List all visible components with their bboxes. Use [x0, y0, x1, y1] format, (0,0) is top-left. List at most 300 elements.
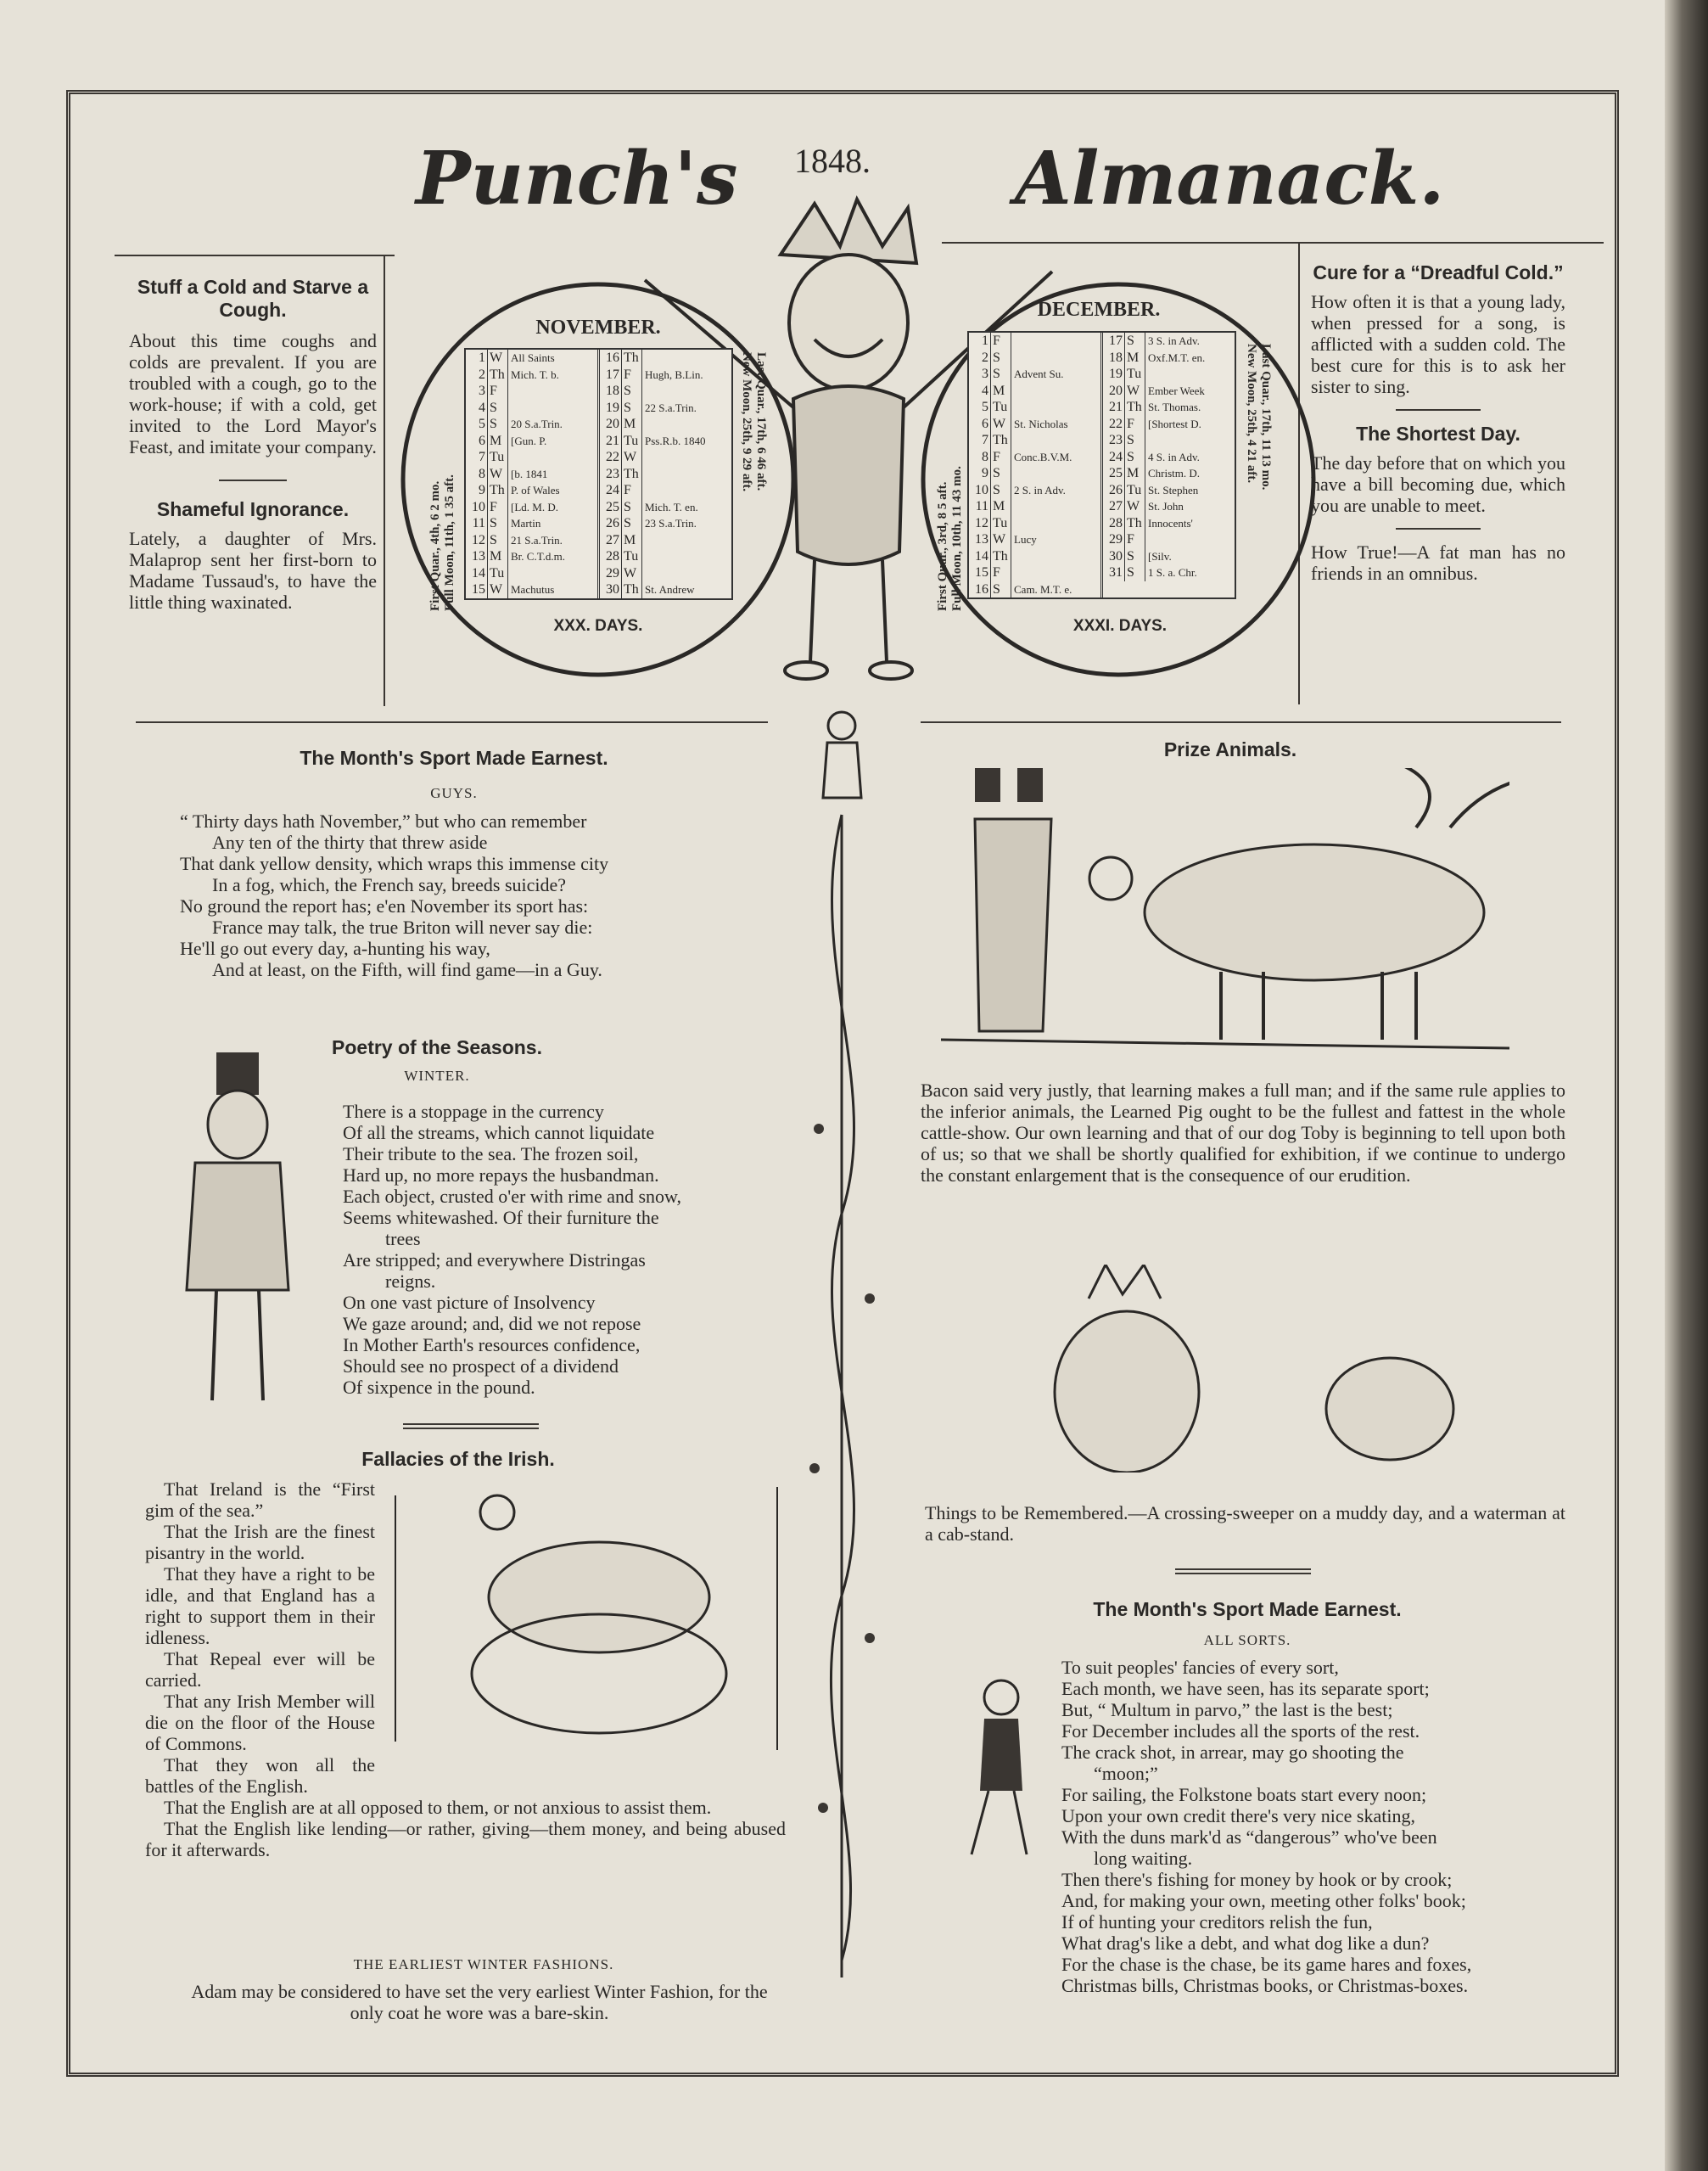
calendar-day-row: [969, 449, 1100, 466]
calendar-day-row: [466, 350, 597, 367]
calendar-day-row: [600, 548, 731, 565]
weekday: Th: [622, 581, 642, 598]
day-note: [1145, 531, 1235, 548]
weekday: M: [622, 532, 642, 549]
paragraph-shortest-day: The day before that on which you have a bill becoming due, which you are unable to meet.: [1311, 452, 1565, 516]
heading-cure-for-cold: Cure for a “Dreadful Cold.”: [1313, 261, 1564, 283]
day-number: 12: [466, 532, 488, 549]
paragraph-prize-animals: Bacon said very justly, that learning makes a full man; and if the same rule applies to the inferior animals, the Learned Pig ought to be the fullest and fattest in the whole cattle-show. Our own learning and that of our dog Toby is beginning to tell upon both of us; so that we shall be shortly qualified for exhibition, if we continue to undergo the constant enlargement that is the consequence of our erudition.: [921, 1080, 1565, 1186]
calendar-day-row: [466, 532, 597, 549]
weekday: Tu: [488, 565, 508, 582]
weekday: S: [488, 400, 508, 417]
day-note: Mich. T. b.: [511, 367, 559, 381]
heading-stuff-a-cold: Stuff a Cold and Starve a Cough.: [137, 276, 369, 321]
weekday: Th: [1125, 399, 1145, 416]
calendar-day-row: [466, 449, 597, 466]
weekday: Th: [991, 548, 1011, 565]
poem-line: In Mother Earth's resources confidence,: [343, 1334, 641, 1355]
weekday: Tu: [1125, 482, 1145, 499]
weekday: S: [488, 416, 508, 433]
day-note: [b. 1841: [511, 467, 548, 480]
poem-line: And, for making your own, meeting other folks' book;: [1061, 1890, 1466, 1911]
december-moon-phases-left: [936, 466, 965, 611]
day-number: 22: [600, 449, 622, 466]
calendar-day-row: [969, 416, 1100, 433]
weekday: S: [1125, 449, 1145, 466]
day-note: [508, 400, 597, 417]
fallacy-item: That they have a right to be idle, and that England has a right to support them in their idleness.: [145, 1563, 375, 1648]
weekday: S: [1125, 333, 1145, 350]
poem-line: Of all the streams, which cannot liquidate: [343, 1122, 655, 1143]
day-note: 1 S. a. Chr.: [1148, 566, 1197, 579]
calendar-day-row: [1103, 383, 1235, 400]
day-number: 4: [969, 383, 991, 400]
day-number: 13: [969, 531, 991, 548]
moon-note: First Quar., 3rd, 8 5 aft.: [936, 481, 949, 611]
weekday: Tu: [622, 433, 642, 450]
fallacy-item: That the English like lending—or rather, giving—them money, and being abused for it afterwards.: [145, 1818, 786, 1860]
day-number: 14: [466, 565, 488, 582]
calendar-day-row: [969, 465, 1100, 482]
vine-divider-icon: [789, 704, 899, 2045]
poem-line: France may talk, the true Briton will never say die:: [212, 917, 593, 938]
calendar-day-row: [466, 515, 597, 532]
november-title: NOVEMBER.: [535, 317, 661, 339]
poem-line: Hard up, no more repays the husbandman.: [343, 1164, 659, 1186]
day-note: [1011, 333, 1100, 350]
calendar-day-row: [969, 515, 1100, 532]
weekday: W: [622, 449, 642, 466]
december-moon-phases-right: [1244, 344, 1273, 490]
day-note: Machutus: [511, 583, 555, 596]
moon-note: Full Moon, 11th, 1 35 aft.: [443, 474, 456, 611]
day-note: Pss.R.b. 1840: [645, 434, 706, 447]
subheading-winter: WINTER.: [404, 1068, 470, 1084]
poem-line: That dank yellow density, which wraps this immense city: [180, 853, 609, 874]
poem-line: If of hunting your creditors relish the fun,: [1061, 1911, 1373, 1933]
moon-note: New Moon, 25th, 4 21 aft.: [1245, 344, 1258, 484]
day-note: [1011, 432, 1100, 449]
poem-line: We gaze around; and, did we not repose: [343, 1313, 641, 1334]
poem-line: On one vast picture of Insolvency: [343, 1292, 596, 1313]
weekday: Tu: [991, 399, 1011, 416]
calendar-day-row: [1103, 399, 1235, 416]
day-number: 15: [969, 564, 991, 581]
fallacy-item: That the English are at all opposed to them, or not anxious to assist them.: [164, 1797, 712, 1818]
poem-line: But, “ Multum in parvo,” the last is the best;: [1061, 1699, 1393, 1720]
subheading-all-sorts: ALL SORTS.: [1203, 1632, 1291, 1648]
poem-winter: [343, 1101, 681, 1398]
day-note: Innocents': [1148, 516, 1193, 530]
day-note: [1011, 564, 1100, 581]
weekday: F: [488, 383, 508, 400]
day-number: 15: [466, 581, 488, 598]
calendar-day-row: [466, 383, 597, 400]
poem-line: Their tribute to the sea. The frozen soil,: [343, 1143, 639, 1164]
day-note: [1011, 383, 1100, 400]
day-note: [1145, 432, 1235, 449]
heading-shortest-day: The Shortest Day.: [1356, 423, 1520, 445]
day-number: 20: [600, 416, 622, 433]
calendar-column: [466, 350, 600, 598]
fallacy-item: That Repeal ever will be carried.: [145, 1648, 375, 1691]
weekday: Th: [488, 482, 508, 499]
calendar-day-row: [466, 433, 597, 450]
calendar-day-row: [1103, 465, 1235, 482]
jester-and-pig-illustration-icon: [1038, 1265, 1470, 1473]
weekday: F: [488, 499, 508, 516]
moon-note: First Quar., 4th, 6 2 mo.: [428, 480, 442, 611]
calendar-day-row: [1103, 564, 1235, 581]
day-note: All Saints: [511, 351, 555, 364]
poem-line: trees: [385, 1228, 421, 1249]
day-number: 16: [600, 350, 622, 367]
calendar-day-row: [600, 499, 731, 516]
day-note: [1011, 515, 1100, 532]
paragraph-things-remembered: Things to be Remembered.—A crossing-sweeper on a muddy day, and a waterman at a cab-stand.: [925, 1502, 1565, 1545]
day-number: 6: [969, 416, 991, 433]
calendar-day-row: [466, 367, 597, 384]
calendar-day-row: [600, 400, 731, 417]
day-note: St. Thomas.: [1148, 401, 1201, 413]
day-number: 30: [1103, 548, 1125, 565]
calendar-day-row: [1103, 498, 1235, 515]
weekday: W: [991, 416, 1011, 433]
day-number: 8: [466, 466, 488, 483]
poem-line: In a fog, which, the French say, breeds suicide?: [212, 874, 567, 895]
day-note: [642, 466, 731, 483]
weekday: S: [991, 581, 1011, 598]
calendar-day-row: [1103, 531, 1235, 548]
fallacy-item: That Ireland is the “First gim of the sea.”: [145, 1478, 375, 1521]
calendar-day-row: [600, 515, 731, 532]
day-note: Christm. D.: [1148, 467, 1201, 480]
calendar-day-row: [1103, 333, 1235, 350]
day-number: 21: [600, 433, 622, 450]
calendar-day-row: [466, 400, 597, 417]
day-note: Conc.B.V.M.: [1014, 450, 1072, 463]
day-note: St. John: [1148, 500, 1184, 513]
weekday: S: [1125, 564, 1145, 581]
day-note: St. Stephen: [1148, 483, 1199, 496]
day-number: 27: [600, 532, 622, 549]
irish-pig-illustration-icon: [387, 1478, 786, 1759]
day-note: 20 S.a.Trin.: [511, 418, 563, 430]
day-note: P. of Wales: [511, 484, 560, 496]
weekday: F: [991, 564, 1011, 581]
double-rule: [1175, 1568, 1311, 1574]
day-number: 3: [466, 383, 488, 400]
day-note: Oxf.M.T. en.: [1148, 351, 1206, 364]
calendar-day-row: [1103, 366, 1235, 383]
day-note: [642, 449, 731, 466]
day-number: 30: [600, 581, 622, 598]
november-moon-phases-right: [739, 352, 768, 491]
day-note: 3 S. in Adv.: [1148, 334, 1200, 347]
heading-earliest-winter-fashions: THE EARLIEST WINTER FASHIONS.: [353, 1956, 614, 1972]
day-note: Lucy: [1014, 533, 1037, 546]
poem-line: For December includes all the sports of the rest.: [1061, 1720, 1420, 1742]
day-number: 1: [466, 350, 488, 367]
calendar-day-row: [1103, 482, 1235, 499]
weekday: M: [488, 548, 508, 565]
weekday: S: [991, 366, 1011, 383]
day-number: 29: [600, 565, 622, 582]
calendar-day-row: [969, 383, 1100, 400]
weekday: S: [991, 482, 1011, 499]
weekday: S: [622, 499, 642, 516]
weekday: M: [1125, 465, 1145, 482]
december-days-count: XXXI. DAYS.: [1072, 617, 1168, 635]
poem-line: No ground the report has; e'en November its sport has:: [180, 895, 589, 917]
fallacies-irish-list: [145, 1478, 786, 1860]
double-rule: [403, 1423, 539, 1429]
weekday: W: [1125, 383, 1145, 400]
day-note: [642, 548, 731, 565]
day-note: Br. C.T.d.m.: [511, 550, 566, 563]
paragraph-how-true: How True!—A fat man has no friends in an omnibus.: [1311, 541, 1565, 584]
weekday: M: [991, 383, 1011, 400]
weekday: F: [622, 367, 642, 384]
prize-ox-illustration-icon: [941, 768, 1509, 1052]
day-number: 28: [600, 548, 622, 565]
day-number: 25: [1103, 465, 1125, 482]
year: 1848.: [794, 142, 871, 180]
subheading-guys: GUYS.: [430, 785, 478, 801]
calendar-day-row: [1103, 416, 1235, 433]
poem-line: Should see no prospect of a dividend: [343, 1355, 619, 1377]
weekday: W: [488, 350, 508, 367]
calendar-day-row: [1103, 432, 1235, 449]
november-moon-phases-left: [428, 474, 457, 611]
poem-line: Each object, crusted o'er with rime and snow,: [343, 1186, 682, 1207]
poem-line: “ Thirty days hath November,” but who can remember: [180, 811, 587, 832]
day-number: 1: [969, 333, 991, 350]
moon-note: Last Quar., 17th, 6 46 aft.: [754, 352, 768, 491]
weekday: Th: [622, 350, 642, 367]
poem-line: For the chase is the chase, be its game hares and foxes,: [1061, 1954, 1472, 1975]
day-number: 19: [1103, 366, 1125, 383]
day-number: 7: [466, 449, 488, 466]
day-number: 22: [1103, 416, 1125, 433]
calendar-day-row: [969, 548, 1100, 565]
poem-all-sorts: [1061, 1657, 1471, 1996]
section-rule-left: [136, 721, 768, 723]
sportsman-illustration-icon: [950, 1663, 1052, 1859]
poem-line: He'll go out every day, a-hunting his way,: [180, 938, 490, 959]
day-number: 18: [600, 383, 622, 400]
calendar-day-row: [969, 399, 1100, 416]
day-note: St. Andrew: [645, 583, 695, 596]
weekday: Th: [488, 367, 508, 384]
day-note: [642, 482, 731, 499]
calendar-day-row: [969, 531, 1100, 548]
day-note: [642, 383, 731, 400]
day-number: 24: [600, 482, 622, 499]
day-number: 24: [1103, 449, 1125, 466]
day-number: 5: [969, 399, 991, 416]
day-number: 26: [1103, 482, 1125, 499]
weekday: F: [991, 449, 1011, 466]
weekday: S: [622, 383, 642, 400]
day-number: 26: [600, 515, 622, 532]
day-note: Martin: [511, 517, 541, 530]
weekday: S: [488, 532, 508, 549]
day-note: [508, 565, 597, 582]
weekday: M: [488, 433, 508, 450]
day-note: Ember Week: [1148, 384, 1205, 397]
day-number: 18: [1103, 350, 1125, 367]
day-note: [642, 532, 731, 549]
day-note: [Silv.: [1148, 549, 1172, 563]
weekday: Th: [622, 466, 642, 483]
day-note: Advent Su.: [1014, 367, 1064, 380]
day-note: Cam. M.T. e.: [1014, 582, 1072, 596]
weekday: S: [1125, 432, 1145, 449]
day-note: [1145, 366, 1235, 383]
calendar-day-row: [969, 498, 1100, 515]
day-note: [Gun. P.: [511, 434, 547, 447]
heading-poetry-of-seasons: Poetry of the Seasons.: [332, 1036, 542, 1058]
day-number: 28: [1103, 515, 1125, 532]
calendar-day-row: [600, 532, 731, 549]
day-number: 17: [600, 367, 622, 384]
weekday: F: [1125, 531, 1145, 548]
calendar-day-row: [1103, 449, 1235, 466]
calendar-day-row: [600, 433, 731, 450]
day-note: St. Nicholas: [1014, 417, 1068, 430]
day-number: 5: [466, 416, 488, 433]
day-number: 16: [969, 581, 991, 598]
calendar-day-row: [600, 565, 731, 582]
weekday: M: [1125, 350, 1145, 367]
day-number: 13: [466, 548, 488, 565]
fallacy-item: That the Irish are the finest pisantry in the world.: [145, 1521, 375, 1563]
heading-fallacies-irish: Fallacies of the Irish.: [361, 1448, 555, 1470]
day-number: 2: [969, 350, 991, 367]
november-days-count: XXX. DAYS.: [553, 617, 643, 635]
poem-line: With the duns mark'd as “dangerous” who've been: [1061, 1826, 1437, 1848]
calendar-day-row: [969, 366, 1100, 383]
heading-prize-animals: Prize Animals.: [1163, 738, 1297, 760]
weekday: Th: [1125, 515, 1145, 532]
day-number: 31: [1103, 564, 1125, 581]
weekday: Th: [991, 432, 1011, 449]
weekday: W: [1125, 498, 1145, 515]
weekday: S: [622, 515, 642, 532]
day-note: Mich. T. en.: [645, 500, 698, 513]
day-note: [642, 350, 731, 367]
weekday: M: [622, 416, 642, 433]
december-title: DECEMBER.: [1037, 299, 1161, 321]
day-note: 23 S.a.Trin.: [645, 517, 697, 530]
calendar-day-row: [466, 548, 597, 565]
poem-line: Then there's fishing for money by hook or by crook;: [1061, 1869, 1453, 1890]
day-number: 4: [466, 400, 488, 417]
calendar-day-row: [1103, 515, 1235, 532]
weekday: S: [991, 350, 1011, 367]
day-number: 29: [1103, 531, 1125, 548]
poem-line: There is a stoppage in the currency: [343, 1101, 604, 1122]
calendar-day-row: [600, 466, 731, 483]
paragraph-cure-for-cold: How often it is that a young lady, when pressed for a song, is afflicted with a sudden cold. The best cure for this is to ask her sister to sing.: [1311, 291, 1565, 397]
day-note: [1011, 465, 1100, 482]
heading-all-sorts: The Month's Sport Made Earnest.: [1093, 1598, 1402, 1620]
december-calendar-table: [967, 331, 1236, 599]
fallacy-item: That they won all the battles of the English.: [145, 1754, 375, 1797]
calendar-day-row: [466, 466, 597, 483]
title-punchs: Punch's: [416, 136, 738, 222]
day-number: 10: [969, 482, 991, 499]
calendar-day-row: [600, 367, 731, 384]
weekday: Tu: [622, 548, 642, 565]
day-number: 8: [969, 449, 991, 466]
calendar-day-row: [600, 449, 731, 466]
poem-line: What drag's like a debt, and what dog like a dun?: [1061, 1933, 1430, 1954]
poem-line: Any ten of the thirty that threw aside: [212, 832, 488, 853]
day-number: 9: [466, 482, 488, 499]
calendar-day-row: [600, 350, 731, 367]
weekday: Tu: [1125, 366, 1145, 383]
calendar-day-row: [466, 416, 597, 433]
day-note: 22 S.a.Trin.: [645, 401, 697, 414]
calendar-illustration: [0, 0, 1708, 764]
day-number: 10: [466, 499, 488, 516]
weekday: F: [622, 482, 642, 499]
day-number: 9: [969, 465, 991, 482]
weekday: Tu: [488, 449, 508, 466]
calendar-column: [600, 350, 731, 598]
weekday: W: [991, 531, 1011, 548]
calendar-day-row: [969, 581, 1100, 598]
day-number: 19: [600, 400, 622, 417]
calendar-column: [1103, 333, 1235, 597]
paragraph-earliest-winter-fashions: Adam may be considered to have set the very earliest Winter Fashion, for the only coat he wore was a bare-skin.: [191, 1981, 768, 2023]
weekday: W: [622, 565, 642, 582]
calendar-day-row: [466, 499, 597, 516]
section-rule-right: [921, 721, 1561, 723]
day-note: [642, 416, 731, 433]
calendar-day-row: [969, 333, 1100, 350]
day-number: 23: [600, 466, 622, 483]
day-note: [1011, 548, 1100, 565]
poem-line: To suit peoples' fancies of every sort,: [1061, 1657, 1339, 1678]
poem-line: The crack shot, in arrear, may go shooting the: [1061, 1742, 1404, 1763]
calendar-day-row: [600, 383, 731, 400]
calendar-day-row: [600, 482, 731, 499]
day-number: 6: [466, 433, 488, 450]
paragraph-shameful-ignorance: Lately, a daughter of Mrs. Malaprop sent her first-born to Madame Tussaud's, to have the little thing waxinated.: [129, 528, 377, 613]
poem-guys: [180, 811, 608, 980]
day-note: [508, 449, 597, 466]
day-number: 17: [1103, 333, 1125, 350]
calendar-day-row: [600, 581, 731, 598]
weekday: Tu: [991, 515, 1011, 532]
poem-line: Seems whitewashed. Of their furniture the: [343, 1207, 659, 1228]
calendar-day-row: [969, 564, 1100, 581]
paragraph-stuff-a-cold: About this time coughs and colds are prevalent. If you are troubled with a cough, go to the work-house; if with a cold, get invited to the Lord Mayor's Feast, and imitate your company.: [129, 330, 377, 457]
calendar-day-row: [969, 482, 1100, 499]
day-note: [1011, 399, 1100, 416]
calendar-day-row: [1103, 350, 1235, 367]
poem-line: long waiting.: [1094, 1848, 1193, 1869]
heading-guys: The Month's Sport Made Earnest.: [300, 747, 608, 769]
calendar-day-row: [466, 482, 597, 499]
calendar-day-row: [1103, 548, 1235, 565]
moon-note: Last Quar., 17th, 11 13 mo.: [1259, 344, 1273, 491]
day-note: [1011, 498, 1100, 515]
day-note: [Shortest D.: [1148, 417, 1201, 430]
